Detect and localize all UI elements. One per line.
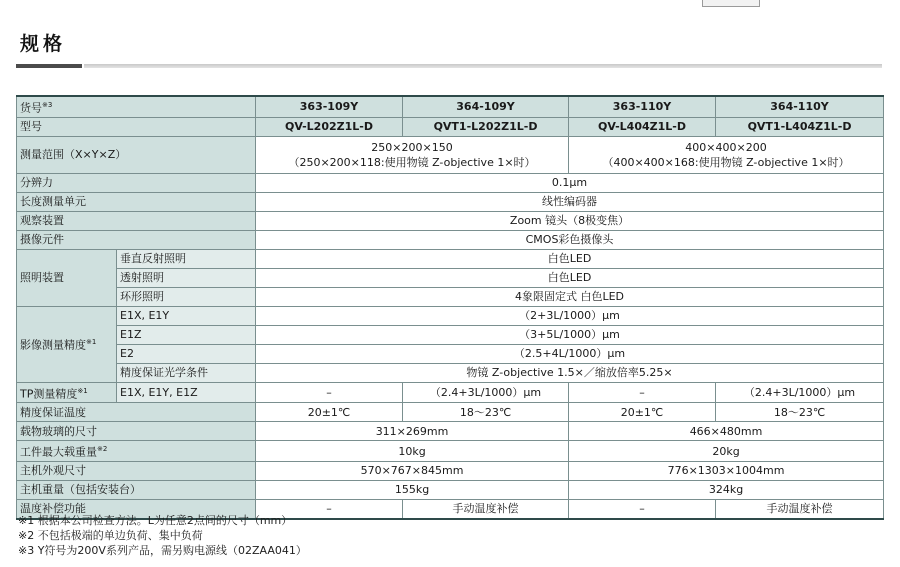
resolution-label: 分辨力: [17, 173, 256, 192]
load-value: 10kg: [256, 441, 569, 462]
logo-fragment: [702, 0, 760, 7]
model-row: [17, 117, 884, 136]
tp-value: –: [569, 382, 716, 403]
resolution-row: [17, 173, 884, 192]
accuracy-value: （3+5L/1000）μm: [256, 325, 884, 344]
tp-label-cell: [17, 382, 117, 403]
range-value-line: 400×400×200: [685, 140, 767, 154]
title-rule-dark: [16, 64, 82, 68]
camera-label: 摄像元件: [17, 230, 256, 249]
dimensions-label: 主机外观尺寸: [17, 461, 256, 480]
model-cell: QVT1-L202Z1L-D: [403, 117, 569, 136]
order-no-row: [17, 96, 884, 117]
model-cell: QV-L202Z1L-D: [256, 117, 403, 136]
accuracy-row: [17, 306, 884, 325]
observation-label: 观察装置: [17, 211, 256, 230]
compensation-value: 手动温度补偿: [403, 499, 569, 519]
accuracy-value: （2.5+4L/1000）μm: [256, 344, 884, 363]
mass-value: 155kg: [256, 480, 569, 499]
glass-label: 载物玻璃的尺寸: [17, 422, 256, 441]
accuracy-sub-label: 精度保证光学条件: [117, 363, 256, 382]
dimensions-row: [17, 461, 884, 480]
camera-row: [17, 230, 884, 249]
temperature-value: 20±1℃: [256, 403, 403, 422]
order-no-cell: 364-110Y: [716, 96, 884, 117]
accuracy-sub-label: E1X, E1Y: [117, 306, 256, 325]
temperature-value: 20±1℃: [569, 403, 716, 422]
range-value-large: [569, 136, 884, 173]
mass-value: 324kg: [569, 480, 884, 499]
compensation-value: –: [569, 499, 716, 519]
glass-value: 466×480mm: [569, 422, 884, 441]
tp-accuracy-row: [17, 382, 884, 403]
range-row: [17, 136, 884, 173]
compensation-label: 温度补偿功能: [17, 499, 256, 519]
footnotes: [18, 513, 307, 558]
tp-value: –: [256, 382, 403, 403]
dimensions-value: 776×1303×1004mm: [569, 461, 884, 480]
illumination-row: [17, 268, 884, 287]
load-label: 工件最大载重量: [20, 445, 97, 459]
tp-value: （2.4+3L/1000）μm: [716, 382, 884, 403]
tp-value: （2.4+3L/1000）μm: [403, 382, 569, 403]
illumination-value: 4象限固定式 白色LED: [256, 287, 884, 306]
load-mark: ※2: [97, 445, 108, 454]
temperature-row: [17, 403, 884, 422]
accuracy-value: （2+3L/1000）μm: [256, 306, 884, 325]
observation-value: Zoom 镜头（8极变焦）: [256, 211, 884, 230]
order-no-cell: 363-110Y: [569, 96, 716, 117]
accuracy-row: [17, 363, 884, 382]
illumination-row: [17, 287, 884, 306]
compensation-value: 手动温度补偿: [716, 499, 884, 519]
range-value-line: 250×200×150: [371, 140, 453, 154]
load-row: [17, 441, 884, 462]
accuracy-label-cell: [17, 306, 117, 382]
illumination-sub-label: 垂直反射照明: [117, 249, 256, 268]
glass-row: [17, 422, 884, 441]
load-value: 20kg: [569, 441, 884, 462]
spec-table: [16, 95, 884, 520]
accuracy-value: 物镜 Z-objective 1.5×／缩放倍率5.25×: [256, 363, 884, 382]
footnote: ※1 根据本公司检查方法。L为任意2点间的尺寸（mm）: [18, 514, 293, 527]
range-label: 测量范围（X×Y×Z）: [17, 136, 256, 173]
model-cell: QVT1-L404Z1L-D: [716, 117, 884, 136]
mass-label: 主机重量（包括安装台）: [17, 480, 256, 499]
model-label: 型号: [17, 117, 256, 136]
scale-label: 长度测量单元: [17, 192, 256, 211]
title-rule-light: [84, 64, 882, 68]
tp-sub-label: E1X, E1Y, E1Z: [117, 382, 256, 403]
illumination-value: 白色LED: [256, 249, 884, 268]
accuracy-row: [17, 325, 884, 344]
temperature-label: 精度保证温度: [17, 403, 256, 422]
range-value-small: [256, 136, 569, 173]
order-no-label: 货号: [20, 101, 42, 115]
temperature-value: 18～23℃: [403, 403, 569, 422]
accuracy-label: 影像测量精度: [20, 338, 86, 352]
glass-value: 311×269mm: [256, 422, 569, 441]
accuracy-sub-label: E1Z: [117, 325, 256, 344]
accuracy-row: [17, 344, 884, 363]
order-no-cell: 363-109Y: [256, 96, 403, 117]
tp-label: TP测量精度: [20, 387, 78, 401]
temperature-value: 18～23℃: [716, 403, 884, 422]
order-no-label-cell: [17, 96, 256, 117]
footnote: ※3 Y符号为200V系列产品，需另购电源线（02ZAA041）: [18, 544, 307, 557]
dimensions-value: 570×767×845mm: [256, 461, 569, 480]
scale-value: 线性编码器: [256, 192, 884, 211]
illumination-value: 白色LED: [256, 268, 884, 287]
page-title: 规格: [20, 33, 67, 55]
observation-row: [17, 211, 884, 230]
range-value-note: （400×400×168:使用物镜 Z-objective 1×时）: [602, 155, 850, 169]
illumination-label: 照明装置: [17, 249, 117, 306]
scale-row: [17, 192, 884, 211]
illumination-sub-label: 透射照明: [117, 268, 256, 287]
order-no-cell: 364-109Y: [403, 96, 569, 117]
resolution-value: 0.1μm: [256, 173, 884, 192]
mass-row: [17, 480, 884, 499]
compensation-value: –: [256, 499, 403, 519]
accuracy-mark: ※1: [86, 338, 97, 347]
illumination-row: [17, 249, 884, 268]
order-no-mark: ※3: [42, 101, 53, 109]
accuracy-sub-label: E2: [117, 344, 256, 363]
load-label-cell: [17, 441, 256, 462]
range-value-note: （250×200×118:使用物镜 Z-objective 1×时）: [288, 155, 536, 169]
footnote: ※2 不包括极端的单边负荷、集中负荷: [18, 529, 203, 542]
illumination-sub-label: 环形照明: [117, 287, 256, 306]
camera-value: CMOS彩色摄像头: [256, 230, 884, 249]
model-cell: QV-L404Z1L-D: [569, 117, 716, 136]
tp-mark: ※1: [77, 386, 88, 395]
